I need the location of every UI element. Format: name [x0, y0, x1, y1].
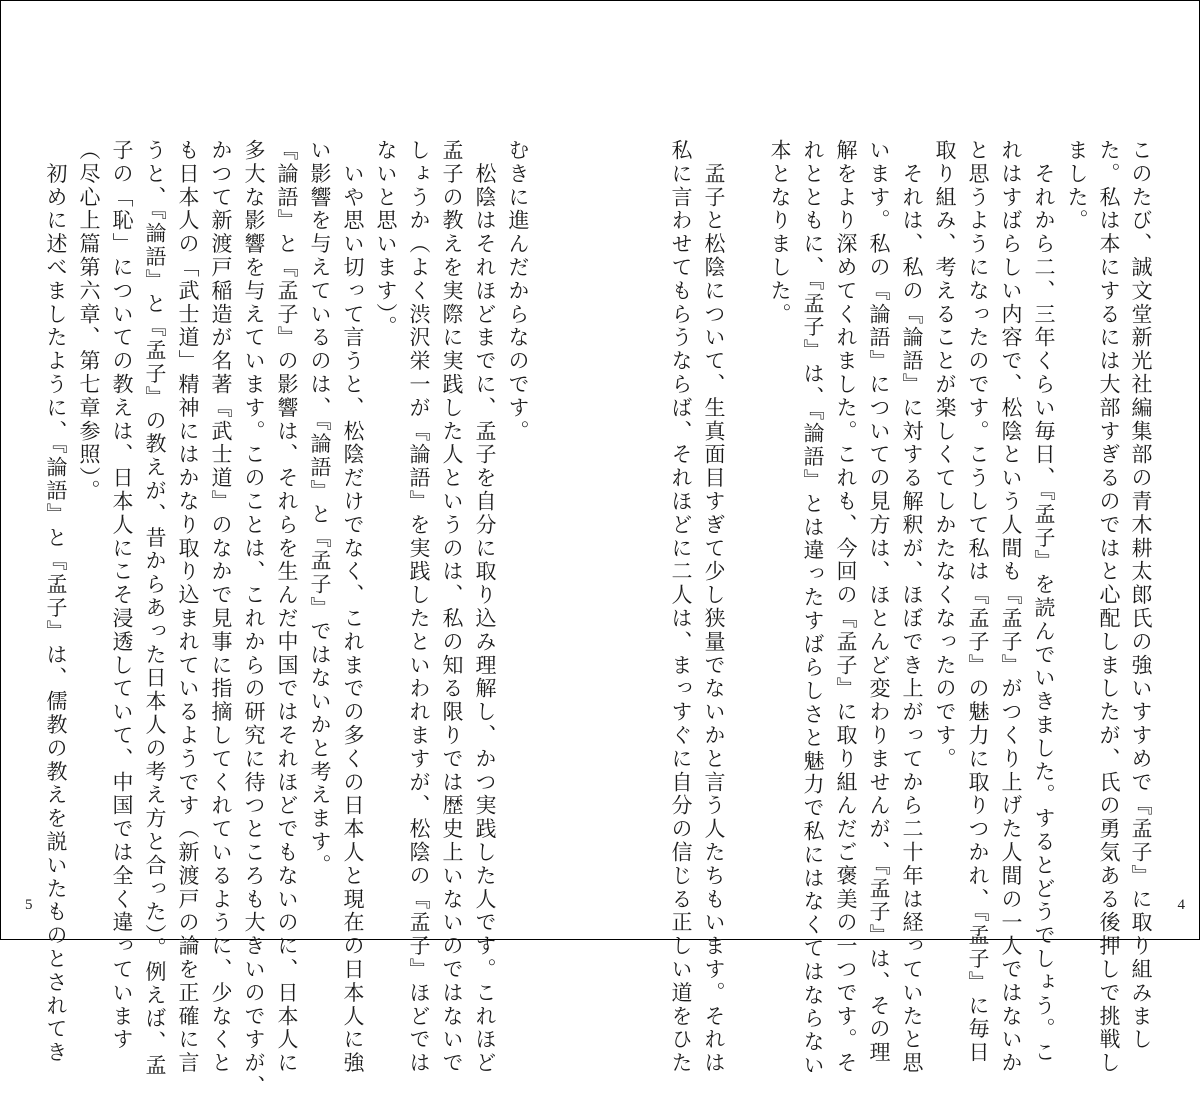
text-line: 多大な影響を与えています。このことは、これからの研究に待つところも大きいのですが、 [242, 139, 266, 1098]
text-line: かつて新渡戸稲造が名著『武士道』のなかで見事に指摘してくれているように、少なくと [209, 139, 233, 1075]
text-line: れとともに、『孟子』は、『論語』とは違ったすばらしさと魅力で私にはなくてはならない [801, 139, 825, 1078]
page-number: 5 [25, 897, 33, 913]
left-page [1, 1, 600, 1098]
text-line: しょうか（よく渋沢栄一が『論語』を実践したといわれますが、松陰の『孟子』ほどでは [407, 139, 431, 1075]
text-line: （尽心上篇第六章、第七章参照）。 [77, 139, 101, 503]
text-line: ないと思います）。 [374, 139, 398, 340]
text-line [732, 139, 762, 849]
right-page [600, 1, 1199, 1078]
text-line: た。私は本にするには大部すぎるのではと心配しましたが、氏の勇気ある後押しで挑戦し [1097, 139, 1121, 1075]
text-line: 松陰はそれほどまでに、孟子を自分に取り込み理解し、かつ実践した人です。これほど [473, 139, 497, 1075]
text-line: 解をより深めてくれました。これも、今回の『孟子』に取り組んだご褒美の一つです。そ [834, 139, 858, 1075]
text-line: それから二、三年くらい毎日、『孟子』を読んでいきました。するとどうでしょう。こ [1032, 139, 1056, 1065]
text-line: ました。 [1065, 139, 1089, 233]
text-line: 本となりました。 [768, 139, 792, 327]
text-line: むきに進んだからなのです。 [506, 139, 530, 444]
text-line: 初めに述べましたように、『論語』と『孟子』は、儒教の教えを説いたものとされてき [44, 139, 68, 1065]
text-line: 子の「恥」についての教えは、日本人にこそ浸透していて、中国では全く違っています [110, 139, 134, 1052]
page-number: 4 [1177, 897, 1185, 913]
text-line: 孟子と松陰について、生真面目すぎて少し狭量でないかと言う人たちもいます。それは [702, 139, 726, 1075]
text-line: います。私の『論語』についての見方は、ほとんど変わりませんが、『孟子』は、その理 [867, 139, 891, 1065]
text-line: れはすばらしい内容で、松陰という人間も『孟子』がつくり上げた人間の一人ではないか [999, 139, 1023, 1075]
text-line: このたび、誠文堂新光社編集部の青木耕太郎氏の強いすすめで『孟子』に取り組みまし [1129, 139, 1153, 1052]
text-line: それは、私の『論語』に対する解釈が、ほぼでき上がってから二十年は経っていたと思 [900, 139, 924, 1075]
text-line: と思うようになったのです。こうして私は『孟子』の魅力に取りつかれ、『孟子』に毎日 [966, 139, 990, 1065]
text-line: い影響を与えているのは、『論語』と『孟子』ではないかと考えます。 [308, 139, 332, 878]
text-line: 私に言わせてもらうならば、それほどに二人は、まっすぐに自分の信じる正しい道をひた [669, 139, 693, 1075]
text-line: 『論語』と『孟子』の影響は、それらを生んだ中国ではそれほどでもないのに、日本人に [275, 139, 299, 1075]
text-line: 取り組み、考えることが楽しくてしかたなくなったのです。 [933, 139, 957, 771]
text-line: も日本人の「武士道」精神にはかなり取り込まれているようです（新渡戸の論を正確に言 [176, 139, 200, 1075]
text-line: 孟子の教えを実際に実践した人というのは、私の知る限りでは歴史上いないのではないで [440, 139, 464, 1075]
text-line: うと、『論語』と『孟子』の教えが、昔からあった日本人の考え方と合った）。例えば、孟 [143, 139, 167, 1078]
text-line: いや思い切って言うと、松陰だけでなく、これまでの多くの日本人と現在の日本人に強 [341, 139, 365, 1075]
